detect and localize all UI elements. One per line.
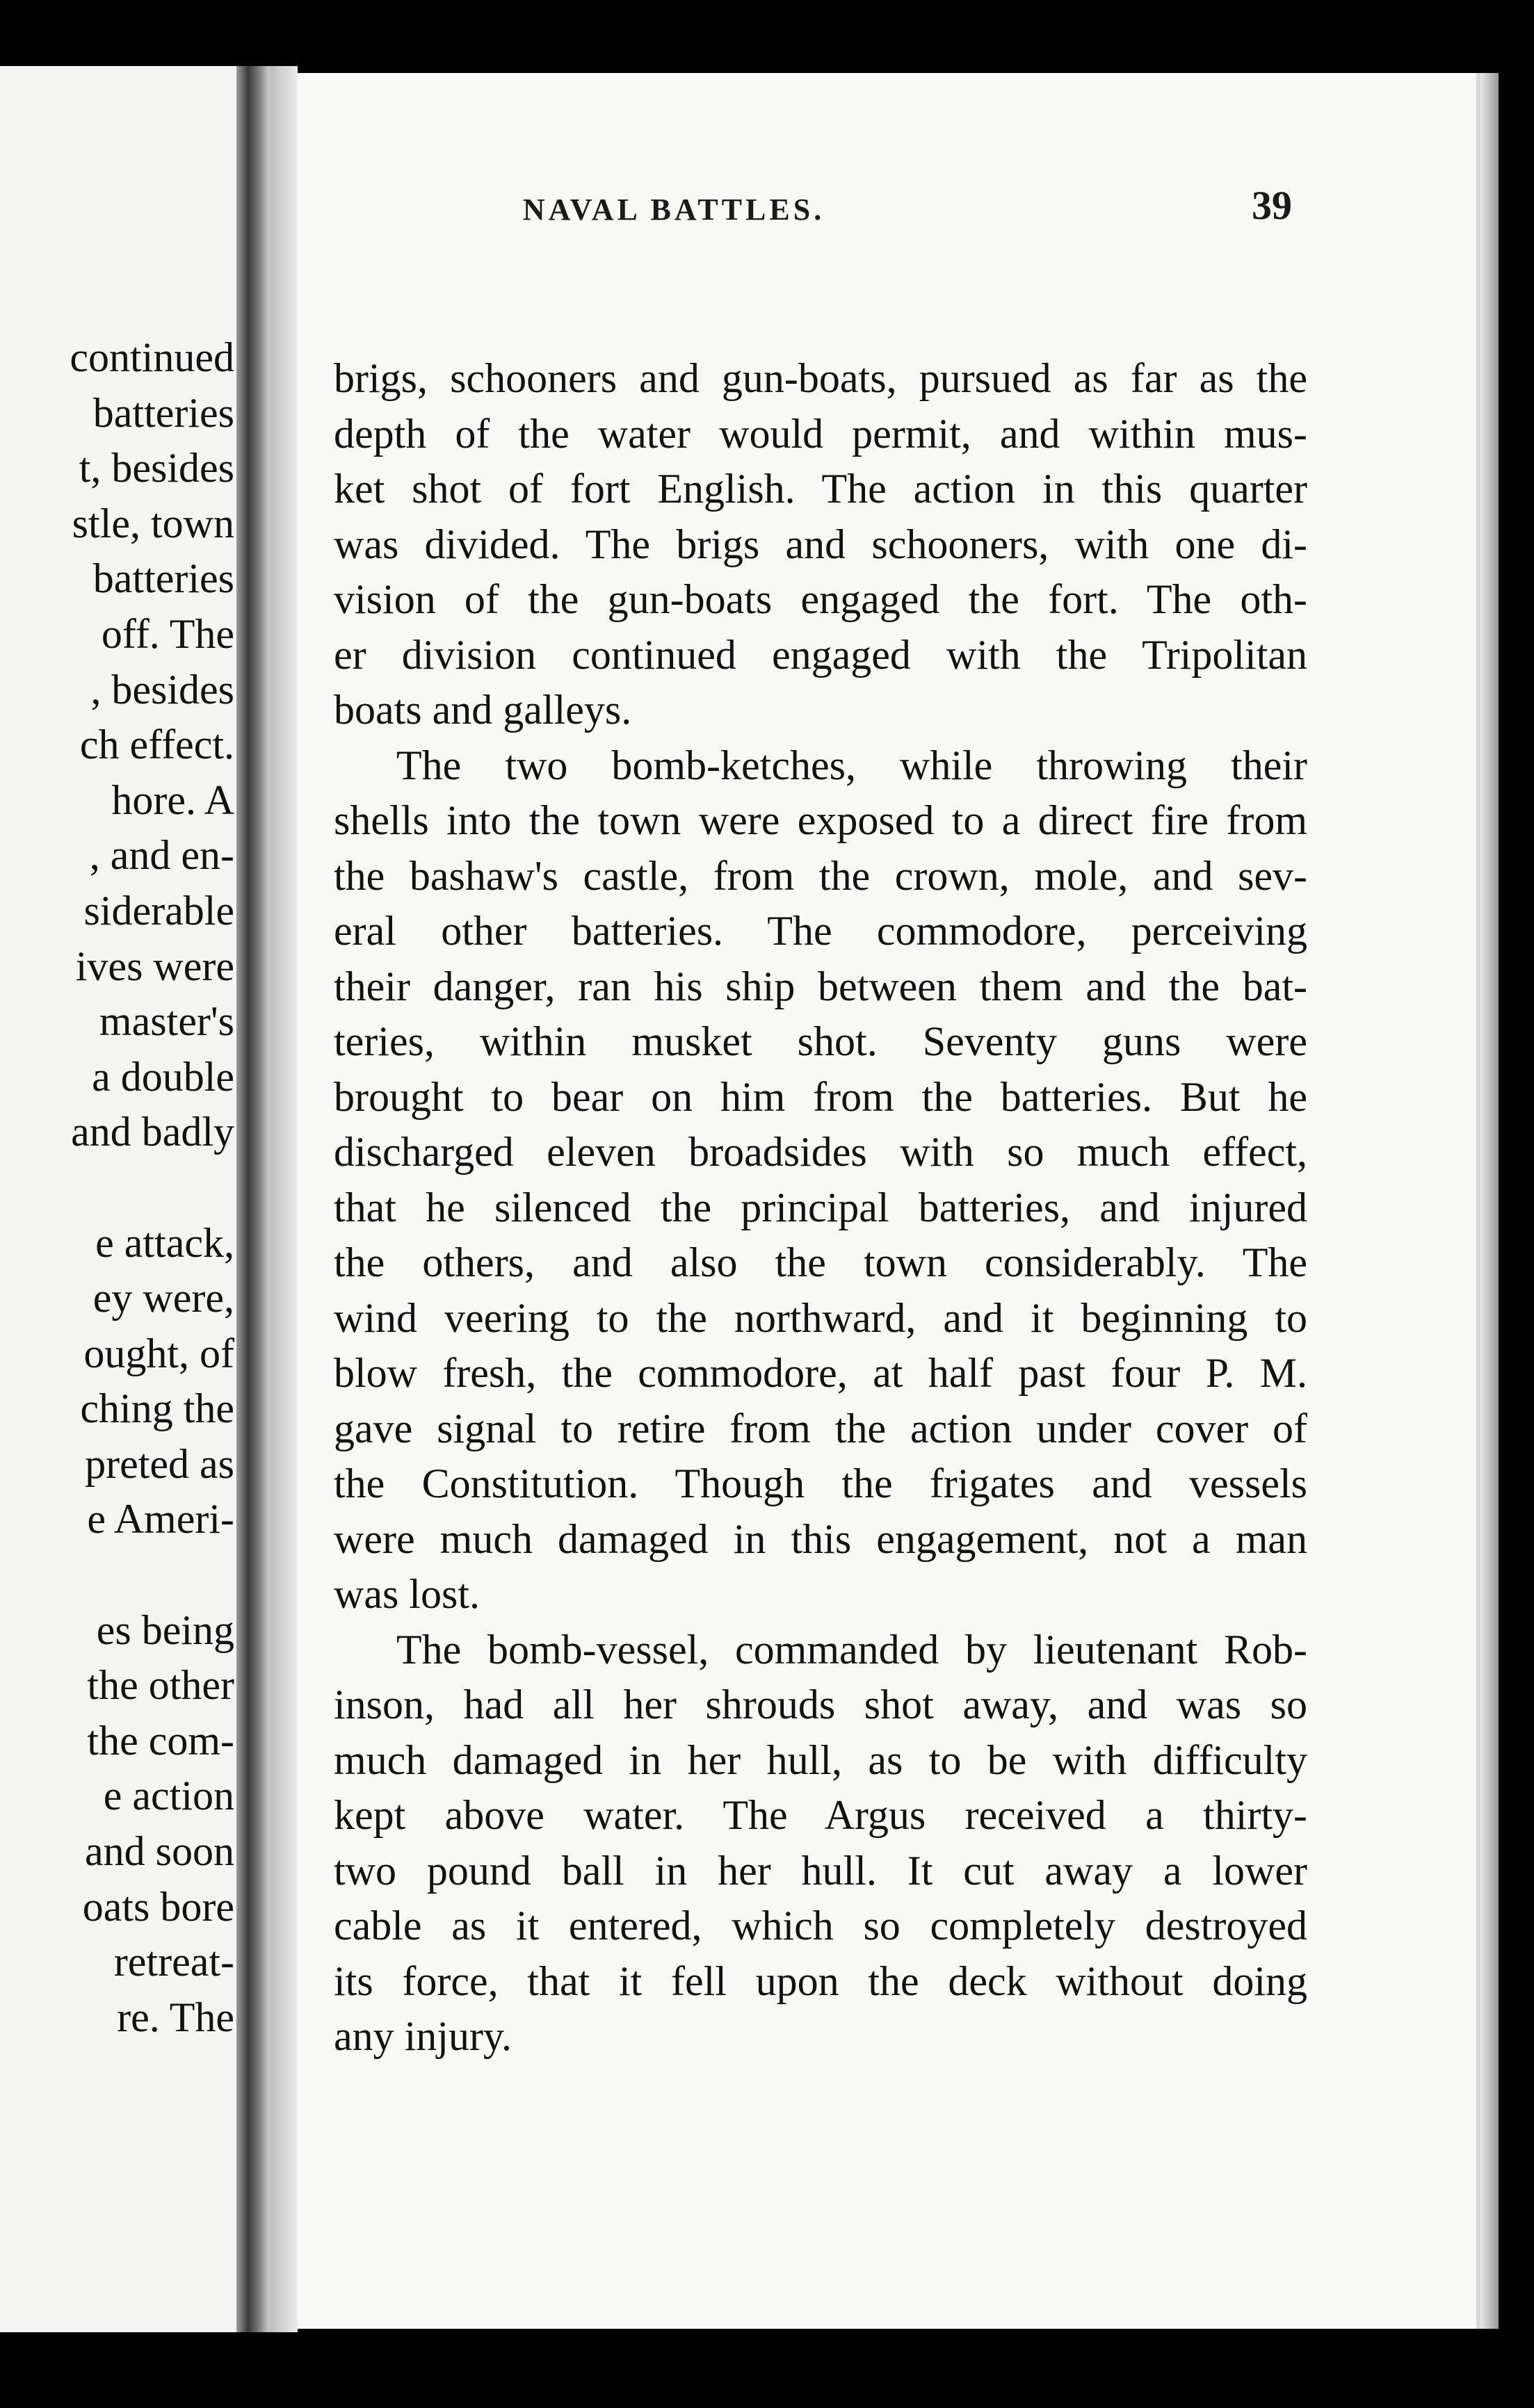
text-line: The two bomb-ketches, while throwing their xyxy=(396,742,1307,788)
left-page-line: and badly xyxy=(71,1109,234,1155)
left-page-line: the com- xyxy=(87,1717,234,1764)
text-line: blow fresh, the commodore, at half past four P. M. xyxy=(334,1350,1307,1396)
text-line: vision of the gun-boats engaged the fort. The oth- xyxy=(334,576,1307,622)
left-page-line: batteries xyxy=(92,389,234,436)
left-page-line: siderable xyxy=(83,887,234,934)
left-page-text xyxy=(0,330,234,2045)
text-line: The bomb-vessel, commanded by lieutenant Rob- xyxy=(396,1626,1307,1673)
text-line: cable as it entered, which so completely destroyed xyxy=(334,1903,1307,1949)
left-page-line: ought, of xyxy=(83,1330,234,1376)
text-line: depth of the water would permit, and within mus- xyxy=(334,410,1307,457)
text-line: shells into the town were exposed to a direct fire from xyxy=(334,797,1307,843)
text-line: discharged eleven broadsides with so much effect, xyxy=(334,1129,1307,1175)
left-page-line: continued xyxy=(70,334,234,380)
text-line: kept above water. The Argus received a thirty- xyxy=(334,1792,1307,1838)
left-page-line: e attack, xyxy=(95,1219,234,1266)
page-body-text xyxy=(334,351,1307,2065)
left-page-line: e Ameri- xyxy=(87,1496,234,1543)
text-line: ket shot of fort English. The action in this quarter xyxy=(334,466,1307,512)
text-line: the others, and also the town considerably. The xyxy=(334,1239,1307,1285)
left-page-line: es being xyxy=(96,1606,234,1653)
text-line: brigs, schooners and gun-boats, pursued as far as the xyxy=(334,355,1307,401)
text-line: gave signal to retire from the action under cover of xyxy=(334,1405,1307,1451)
text-line: wind veering to the northward, and it beginning to xyxy=(334,1294,1307,1341)
left-page-line: preted as xyxy=(85,1440,234,1487)
left-page-line: , besides xyxy=(90,666,234,713)
left-page-line: ch effect. xyxy=(79,722,234,768)
left-page-line: , and en- xyxy=(89,832,234,879)
left-page-line: e action xyxy=(103,1773,234,1819)
left-page-line: ching the xyxy=(80,1385,234,1432)
left-page-line: retreat- xyxy=(113,1939,234,1985)
text-line: that he silenced the principal batteries, and injured xyxy=(334,1184,1307,1230)
left-page-line: master's xyxy=(99,998,234,1045)
text-line: was lost. xyxy=(334,1571,480,1617)
text-line: its force, that it fell upon the deck without doing xyxy=(334,1958,1307,2004)
left-page-line: stle, town xyxy=(72,500,234,546)
left-page-line xyxy=(0,1160,234,1216)
left-page-line: t, besides xyxy=(79,445,234,491)
text-line: were much damaged in this engagement, not a man xyxy=(334,1515,1307,1562)
left-page-line: the other xyxy=(87,1662,234,1709)
book-gutter xyxy=(236,66,270,2332)
page-edge xyxy=(1480,73,1499,2329)
left-page-line: ey were, xyxy=(92,1275,234,1321)
text-line: brought to bear on him from the batteries. But he xyxy=(334,1073,1307,1120)
page-number: 39 xyxy=(1252,183,1292,228)
text-line: the bashaw's castle, from the crown, mole, and sev- xyxy=(334,852,1307,899)
text-line: teries, within musket shot. Seventy guns were xyxy=(334,1018,1307,1064)
text-line: any injury. xyxy=(334,2013,512,2059)
text-line: two pound ball in her hull. It cut away a lower xyxy=(334,1847,1307,1894)
text-line: their danger, ran his ship between them and the bat- xyxy=(334,963,1307,1009)
left-page-line: ives were xyxy=(75,943,234,989)
left-page-line: batteries xyxy=(92,555,234,602)
left-facing-page xyxy=(0,66,240,2332)
text-line: inson, had all her shrouds shot away, and was so xyxy=(334,1682,1307,1727)
text-line: much damaged in her hull, as to be with difficulty xyxy=(334,1736,1307,1783)
left-page-line: oats bore xyxy=(82,1883,234,1930)
text-line: boats and galleys. xyxy=(334,687,632,733)
left-page-line: and soon xyxy=(85,1828,234,1875)
gutter-shadow xyxy=(270,66,298,2332)
left-page-line: off. The xyxy=(101,610,234,657)
left-page-line xyxy=(0,1547,234,1603)
left-page-line: a double xyxy=(92,1053,234,1100)
left-page-line: hore. A xyxy=(111,776,234,823)
text-line: was divided. The brigs and schooners, with one di- xyxy=(334,521,1307,567)
left-page-line: re. The xyxy=(117,1994,234,2040)
running-head: NAVAL BATTLES. xyxy=(522,193,825,227)
text-line: the Constitution. Though the frigates and vessels xyxy=(334,1461,1307,1506)
text-line: eral other batteries. The commodore, perceiving xyxy=(334,908,1307,954)
text-line: er division continued engaged with the Tripolitan xyxy=(334,631,1307,678)
